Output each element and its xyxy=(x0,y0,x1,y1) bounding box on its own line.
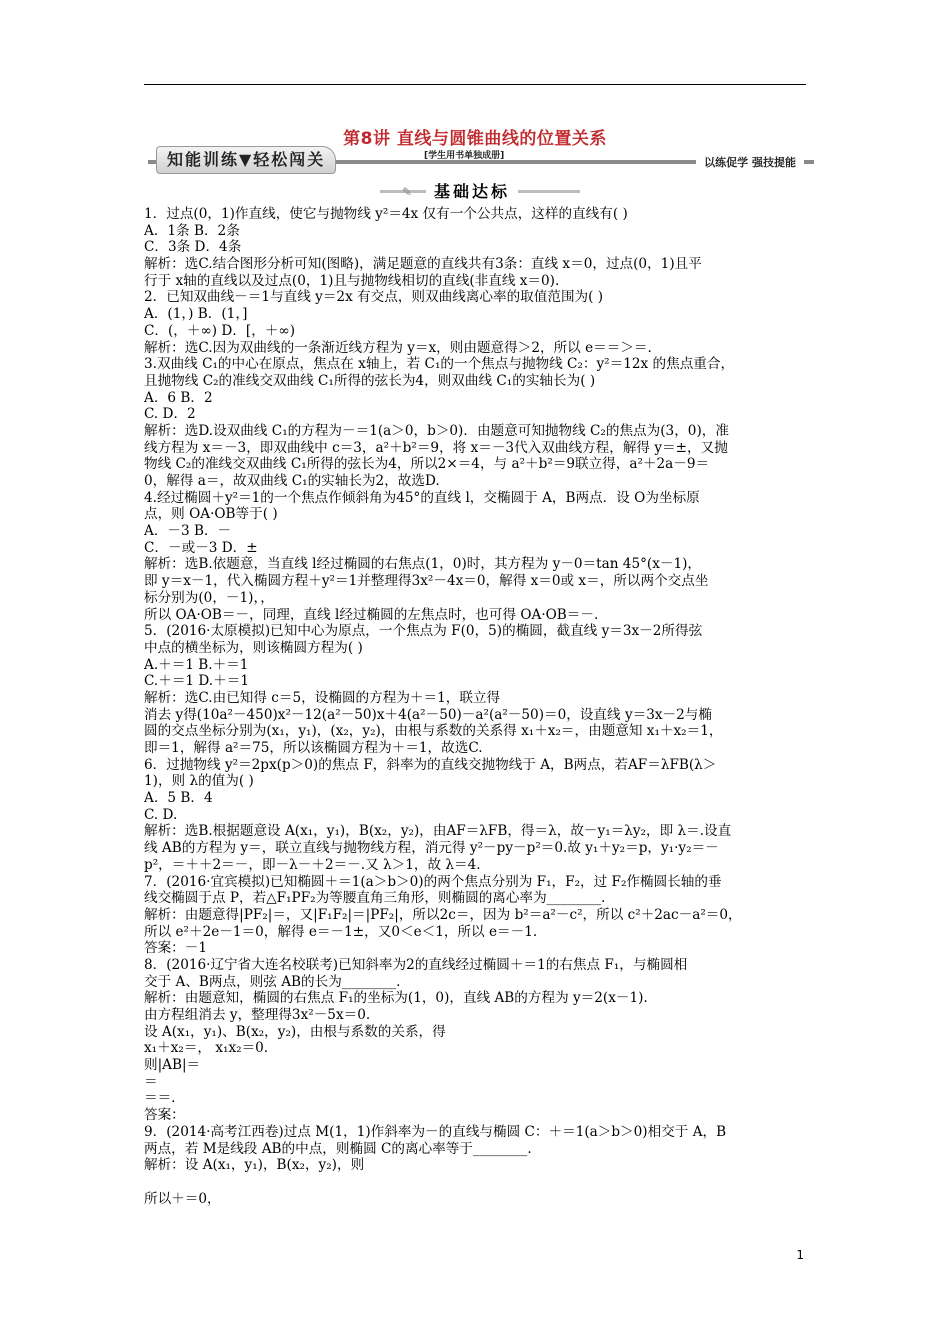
text-line: 解析：选C.由已知得 c＝5，设椭圆的方程为＋＝1，联立得 xyxy=(144,689,501,706)
text-line: C．3条 D．4条 xyxy=(144,239,242,256)
text-line: 由方程组消去 y，整理得3x²－5x＝0. xyxy=(144,1007,371,1023)
text-line: A．5 B．4 xyxy=(144,790,213,807)
text-line: 6．过抛物线 y²＝2px(p＞0)的焦点 F，斜率为的直线交抛物线于 A，B两点，若AF＝λFB(λ＞ xyxy=(144,756,717,773)
text-line: 中点的横坐标为，则该椭圆方程为( ) xyxy=(144,639,363,656)
text-line: A.＋＝1 B.＋＝1 xyxy=(144,656,249,673)
text-line: 圆的交点坐标分别为(x₁，y₁)，(x₂，y₂)，由根与系数的关系得 x₁＋x₂＝，由题意知 x₁＋x₂＝1， xyxy=(144,723,723,740)
text-line: 点，则 OA·OB等于( ) xyxy=(144,506,278,523)
text-line: 解析：由题意知，椭圆的右焦点 F₁的坐标为(1，0)，直线 AB的方程为 y＝2(x－1). xyxy=(144,990,648,1007)
text-line: 解析：设 A(x₁，y₁)，B(x₂，y₂)，则 xyxy=(144,1157,365,1174)
text-line: 3.双曲线 C₁的中心在原点，焦点在 x轴上，若 C₁的一个焦点与抛物线 C₂：y²＝12x 的焦点重合， xyxy=(144,356,735,373)
section-heading-label: 基础达标 xyxy=(426,180,518,204)
text-line: 所以 e²＋2e－1＝0，解得 e＝－1±，又0＜e＜1，所以 e＝－1. xyxy=(144,923,538,940)
text-line: 0，解得 a＝，故双曲线 C₁的实轴长为2，故选D. xyxy=(144,473,440,489)
page-number: 1 xyxy=(796,1248,804,1262)
text-line: 7．(2016·宜宾模拟)已知椭圆＋＝1(a＞b＞0)的两个焦点分别为 F₁，F₂，过 F₂作椭圆长轴的垂 xyxy=(144,873,722,890)
text-line: C. D．2 xyxy=(144,406,196,423)
text-line: 解析：由题意得|PF₂|＝，又|F₁F₂|＝|PF₂|，所以2c＝，因为 b²＝a²－c²，所以 c²＋2ac－a²＝0， xyxy=(144,906,742,923)
text-line: 交于 A、B两点，则弦 AB的长为________. xyxy=(144,973,401,990)
text-line: 两点，若 M是线段 AB的中点，则椭圆 C的离心率等于________. xyxy=(144,1140,532,1157)
text-line xyxy=(144,1174,810,1191)
text-line: C．(，＋∞) D．[，＋∞) xyxy=(144,322,296,339)
text-line: 消去 y得(10a²－450)x²－12(a²－50)x＋4(a²－50)－a²(a²－50)＝0，设直线 y＝3x－2与椭 xyxy=(144,706,712,723)
text-line: C．－或－3 D．± xyxy=(144,539,258,556)
text-line: 且抛物线 C₂的准线交双曲线 C₁所得的弦长为4，则双曲线 C₁的实轴长为( ) xyxy=(144,372,596,389)
document-body xyxy=(144,206,810,1207)
text-line: 答案：－1 xyxy=(144,940,208,957)
text-line: C. D. xyxy=(144,806,178,823)
text-line: 则|AB|＝ xyxy=(144,1057,201,1074)
banner-left-label: 知能训练▼轻松闯关 xyxy=(156,146,336,174)
text-line: 解析：选B.依题意，当直线 l经过椭圆的右焦点(1，0)时，其方程为 y－0＝tan 45°(x－1)， xyxy=(144,556,702,573)
text-line: ＝ xyxy=(144,1073,158,1090)
text-line: 所以＋＝0， xyxy=(144,1190,221,1207)
text-line: 物线 C₂的准线交双曲线 C₁所得的弦长为4，所以2×＝4，与 a²＋b²＝9联立得，a²＋2a－9＝ xyxy=(144,456,710,473)
text-line: 4.经过椭圆＋y²＝1的一个焦点作倾斜角为45°的直线 l，交椭圆于 A，B两点．设 O为坐标原 xyxy=(144,489,700,506)
text-line: 8．(2016·辽宁省大连名校联考)已知斜率为2的直线经过椭圆＋＝1的右焦点 F₁，与椭圆相 xyxy=(144,956,688,973)
text-line: 1)，则 λ的值为( ) xyxy=(144,773,254,790)
text-line: 9．(2014·高考江西卷)过点 M(1，1)作斜率为－的直线与椭圆 C：＋＝1(a＞b＞0)相交于 A，B xyxy=(144,1123,727,1140)
header-rule xyxy=(144,84,806,85)
text-line: ＝＝. xyxy=(144,1090,176,1107)
text-line: 解析：选C.因为双曲线的一条渐近线方程为 y＝x，则由题意得＞2，所以 e＝＝＞＝. xyxy=(144,339,652,356)
text-line: A．1条 B．2条 xyxy=(144,222,240,239)
text-line: 1．过点(0，1)作直线，使它与抛物线 y²＝4x 仅有一个公共点，这样的直线有( ) xyxy=(144,206,628,222)
text-line: 所以 OA·OB＝－，同理，直线 l经过椭圆的左焦点时，也可得 OA·OB＝－. xyxy=(144,606,599,623)
text-line: 设 A(x₁，y₁)、B(x₂，y₂)，由根与系数的关系，得 xyxy=(144,1023,446,1040)
text-line: 行于 x轴的直线以及过点(0，1)且与抛物线相切的直线(非直线 x＝0). xyxy=(144,272,560,289)
banner-right-label: 以练促学 强技提能 xyxy=(696,154,804,172)
banner-note: [学生用书单独成册] xyxy=(424,151,505,161)
decoration-icon: ✎ xyxy=(402,185,413,199)
text-line: 解析：选B.根据题意设 A(x₁，y₁)，B(x₂，y₂)，由AF＝λFB，得＝λ，故－y₁＝λy₂，即 λ＝.设直 xyxy=(144,823,732,840)
text-line: 解析：选C.结合图形分析可知(图略)，满足题意的直线共有3条：直线 x＝0，过点(0，1)且平 xyxy=(144,256,702,273)
text-line: 标分别为(0，－1)，， xyxy=(144,589,274,606)
text-line: C.＋＝1 D.＋＝1 xyxy=(144,673,249,690)
section-heading xyxy=(380,180,580,204)
text-line: 线 AB的方程为 y＝，联立直线与抛物线方程，消元得 y²－py－p²＝0.故 y₁＋y₂＝p，y₁·y₂＝－ xyxy=(144,840,719,857)
text-line: 2．已知双曲线－＝1与直线 y＝2x 有交点，则双曲线离心率的取值范围为( ) xyxy=(144,289,604,306)
text-line: A．6 B．2 xyxy=(144,389,213,406)
text-line: p²，＝＋＋2＝－，即－λ－＋2＝－.又 λ＞1，故 λ＝4. xyxy=(144,856,481,873)
text-line: A．(1，) B．(1，] xyxy=(144,306,248,323)
lesson-title: 第8讲 直线与圆锥曲线的位置关系 xyxy=(343,129,607,149)
text-line: 5．(2016·太原模拟)已知中心为原点，一个焦点为 F(0，5)的椭圆，截直线 y＝3x－2所得弦 xyxy=(144,623,703,640)
section-banner xyxy=(148,146,814,182)
text-line: x₁＋x₂＝， x₁x₂＝0. xyxy=(144,1040,269,1057)
text-line: 答案： xyxy=(144,1107,185,1124)
text-line: 线方程为 x＝－3，即双曲线中 c＝3，a²＋b²＝9，将 x＝－3代入双曲线方程，解得 y＝±，又抛 xyxy=(144,439,728,456)
text-line: A．－3 B．－ xyxy=(144,523,232,540)
text-line: 即 y＝x－1，代入椭圆方程＋y²＝1并整理得3x²－4x＝0，解得 x＝0或 x＝，所以两个交点坐 xyxy=(144,573,709,590)
text-line: 线交椭圆于点 P，若△F₁PF₂为等腰直角三角形，则椭圆的离心率为________. xyxy=(144,890,606,907)
text-line: 即＝1，解得 a²＝75，所以该椭圆方程为＋＝1，故选C. xyxy=(144,740,483,756)
text-line: 解析：选D.设双曲线 C₁的方程为－＝1(a＞0，b＞0)．由题意可知抛物线 C₂的焦点为(3，0)，准 xyxy=(144,422,729,439)
